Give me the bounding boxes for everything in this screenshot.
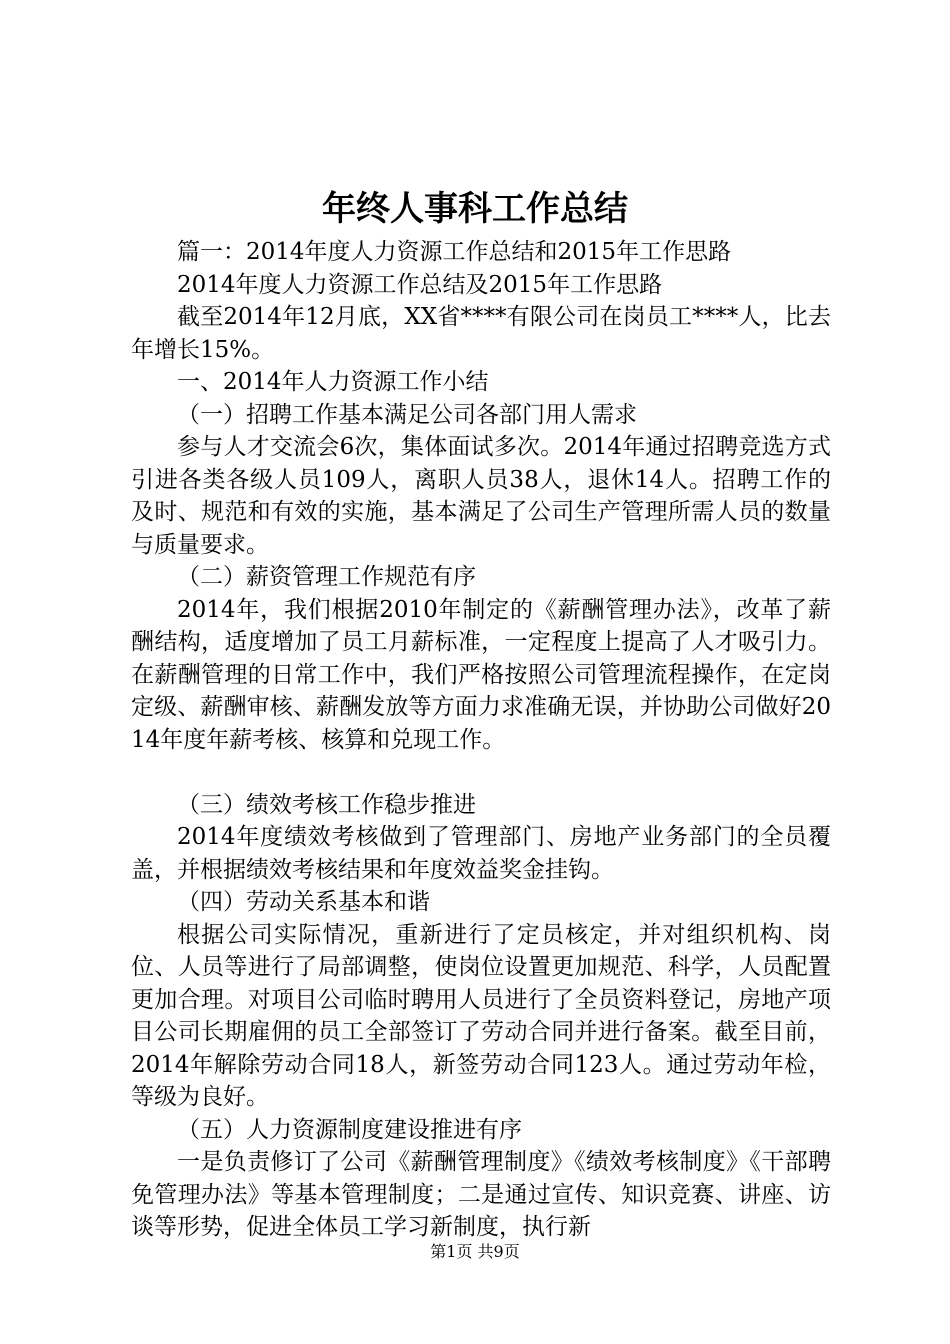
paragraph: 参与人才交流会6次，集体面试多次。2014年通过招聘竞选方式引进各类各级人员109人，离职人员38人，退休14人。招聘工作的及时、规范和有效的实施，基本满足了公司生产管理所需人员的数量与质量要求。 (131, 434, 831, 558)
subsection-heading: （四）劳动关系基本和谐 (177, 889, 430, 915)
page-footer: 第1页 共9页 (430, 1242, 520, 1261)
paragraph: 一是负责修订了公司《薪酬管理制度》《绩效考核制度》《干部聘免管理办法》等基本管理制度；二是通过宣传、知识竞赛、讲座、访谈等形势，促进全体员工学习新制度，执行新 (131, 1149, 831, 1240)
paragraph: 2014年，我们根据2010年制定的《薪酬管理办法》，改革了薪酬结构，适度增加了员工月薪标准，一定程度上提高了人才吸引力。在薪酬管理的日常工作中，我们严格按照公司管理流程操作，在定岗定级、薪酬审核、薪酬发放等方面力求准确无误，并协助公司做好2014年度年薪考核、核算和兑现工作。 (131, 596, 831, 753)
subsection-heading: （三）绩效考核工作稳步推进 (177, 791, 476, 818)
paragraph: 截至2014年12月底，XX省****有限公司在岗员工****人，比去年增长15%。 (131, 304, 831, 363)
document-body (131, 236, 831, 1244)
paragraph: 2014年度人力资源工作总结及2015年工作思路 (177, 271, 663, 298)
blank-line (131, 756, 831, 789)
subsection-heading: （二）薪资管理工作规范有序 (177, 564, 476, 590)
section-heading: 一、2014年人力资源工作小结 (177, 369, 489, 395)
paragraph: 根据公司实际情况，重新进行了定员核定，并对组织机构、岗位、人员等进行了局部调整，使岗位设置更加规范、科学，人员配置更加合理。对项目公司临时聘用人员进行了全员资料登记，房地产项目公司长期雇佣的员工全部签订了劳动合同并进行备案。截至目前，2014年解除劳动合同18人，新签劳动合同123人。通过劳动年检，等级为良好。 (131, 921, 831, 1110)
paragraph: 2014年度绩效考核做到了管理部门、房地产业务部门的全员覆盖，并根据绩效考核结果和年度效益奖金挂钩。 (131, 824, 831, 883)
document-title: 年终人事科工作总结 (322, 189, 628, 229)
subsection-heading: （一）招聘工作基本满足公司各部门用人需求 (177, 401, 637, 428)
paragraph: 篇一：2014年度人力资源工作总结和2015年工作思路 (177, 239, 732, 265)
subsection-heading: （五）人力资源制度建设推进有序 (177, 1116, 522, 1143)
